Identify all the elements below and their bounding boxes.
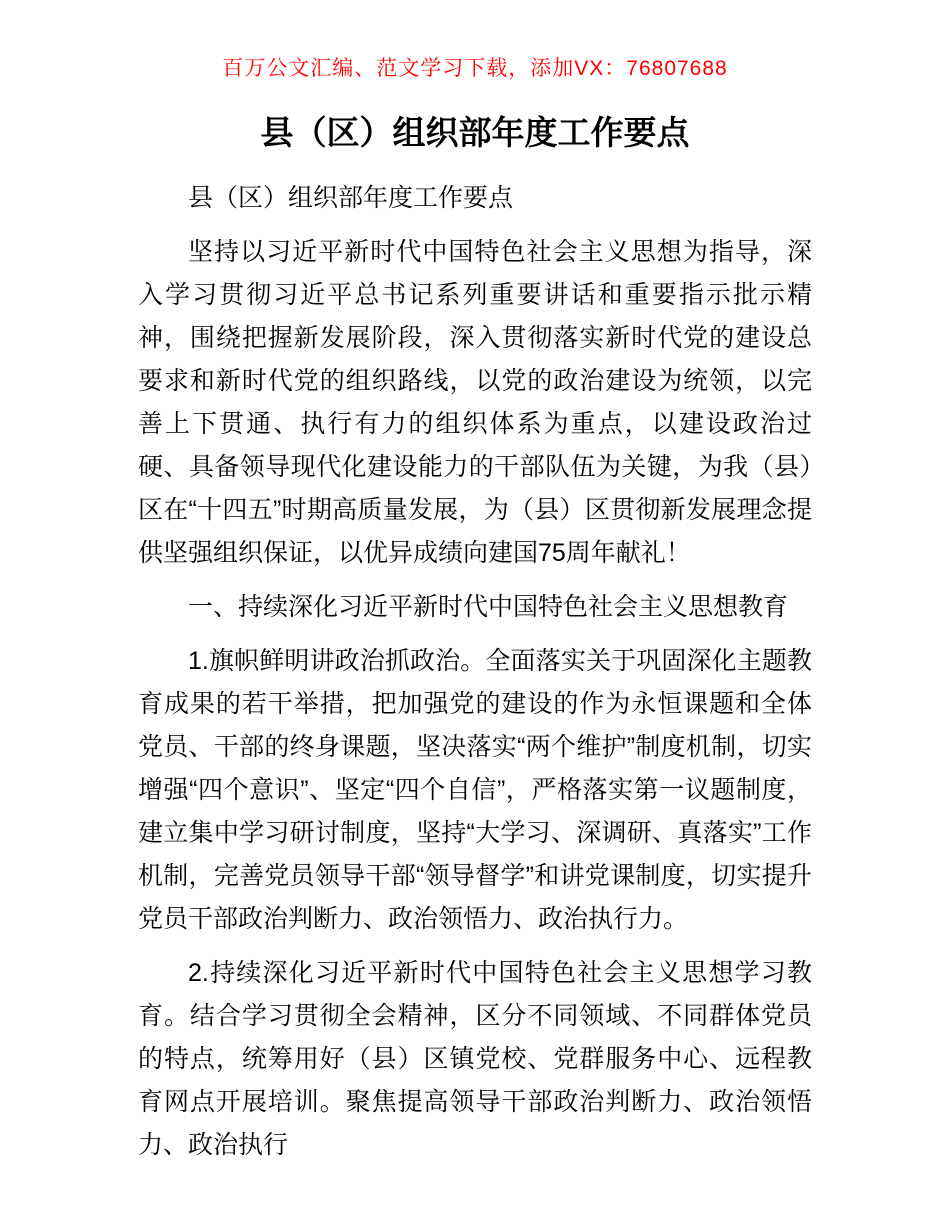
document-body — [138, 177, 812, 1167]
paragraph-item-2: 2.持续深化习近平新时代中国特色社会主义思想学习教育。结合学习贯彻全会精神，区分不同领域、不同群体党员的特点，统筹用好（县）区镇党校、党群服务中心、远程教育网点开展培训。聚焦提高领导干部政治判断力、政治领悟力、政治执行 — [138, 959, 812, 1160]
document-title: 县（区）组织部年度工作要点 — [260, 114, 690, 151]
section-heading-1: 一、持续深化习近平新时代中国特色社会主义思想教育 — [188, 593, 789, 622]
paragraph-intro: 坚持以习近平新时代中国特色社会主义思想为指导，深入学习贯彻习近平总书记系列重要讲话和重要指示批示精神，围绕把握新发展阶段，深入贯彻落实新时代党的建设总要求和新时代党的组织路线，以党的政治建设为统领，以完善上下贯通、执行有力的组织体系为重点，以建设政治过硬、具备领导现代化建设能力的干部队伍为关键，为我（县）区在“十四五”时期高质量发展，为（县）区贯彻新发展理念提供坚强组织保证，以优异成绩向建国75周年献礼！ — [138, 238, 812, 568]
watermark-header: 百万公文汇编、范文学习下载，添加VX：76807688 — [222, 57, 728, 80]
paragraph-item-1: 1.旗帜鲜明讲政治抓政治。全面落实关于巩固深化主题教育成果的若干举措，把加强党的建设的作为永恒课题和全体党员、干部的终身课题，坚决落实“两个维护”制度机制，切实增强“四个意识”、坚定“四个自信”，严格落实第一议题制度，建立集中学习研讨制度，坚持“大学习、深调研、真落实”工作机制，完善党员领导干部“领导督学”和讲党课制度，切实提升党员干部政治判断力、政治领悟力、政治执行力。 — [138, 647, 812, 934]
paragraph-subtitle: 县（区）组织部年度工作要点 — [188, 184, 514, 213]
